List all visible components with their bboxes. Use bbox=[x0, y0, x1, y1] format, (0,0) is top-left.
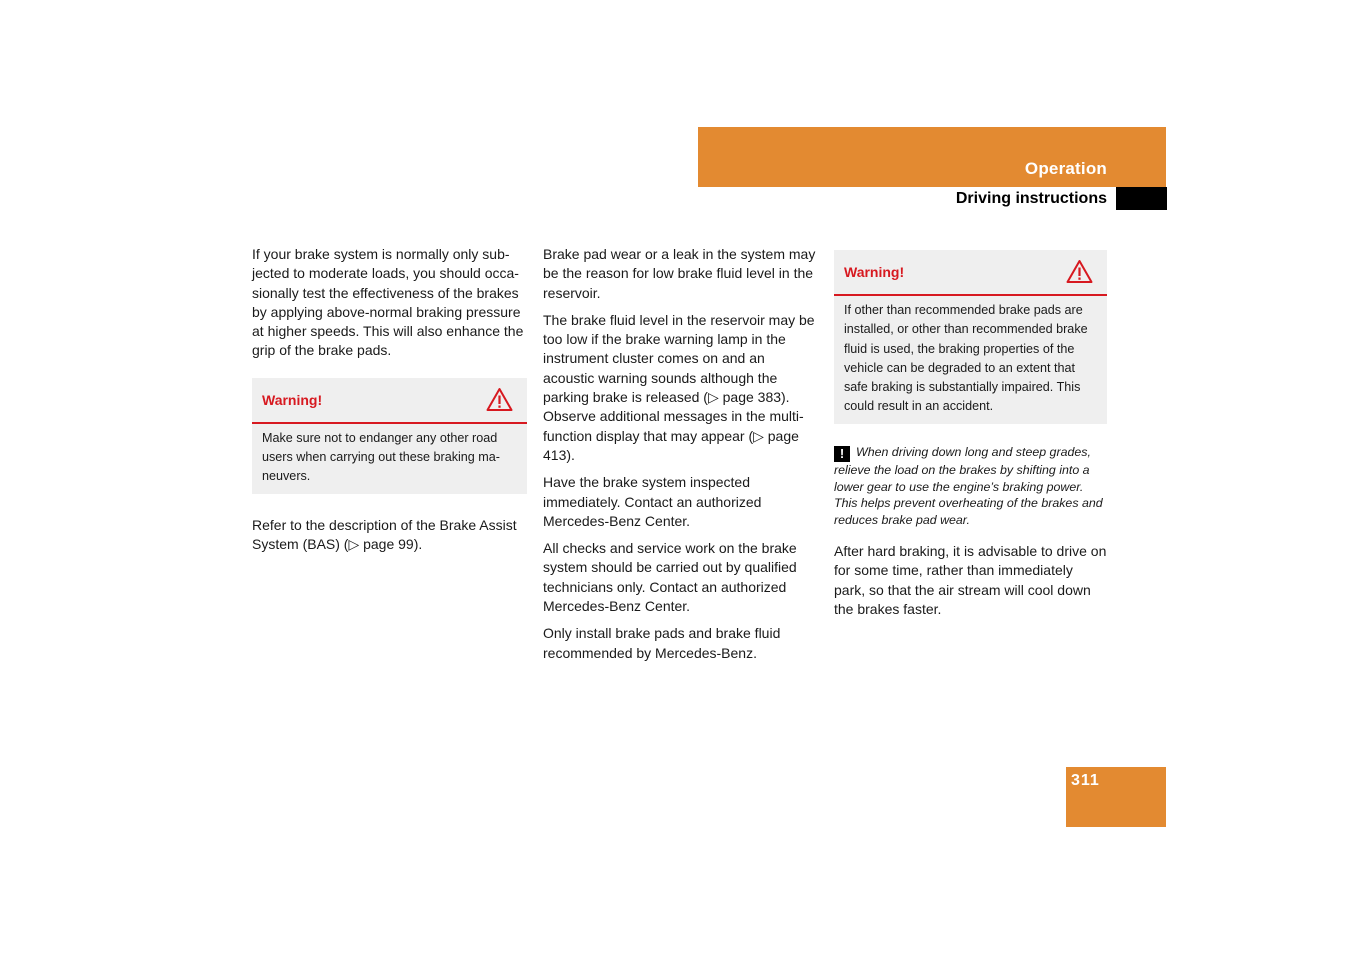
warning-title: Warning! bbox=[844, 264, 905, 280]
paragraph: Brake pad wear or a leak in the system may be the reason for low brake fluid level in the reservoir. bbox=[543, 246, 816, 301]
exclamation-icon: ! bbox=[834, 446, 850, 462]
warning-text: Make sure not to endanger any other road users when carrying out these braking ma-neuvers. bbox=[262, 430, 500, 484]
subsection-title: Driving instructions bbox=[955, 190, 1107, 207]
column-3 bbox=[834, 250, 1107, 627]
note-text: When driving down long and steep grades, relieve the load on the brakes by shifting into a lower gear to use the engine’s braking power. This helps prevent overheating of the brakes and reduces brake pad wear. bbox=[834, 444, 1103, 528]
page-number: 311 bbox=[1071, 772, 1100, 789]
warning-triangle-icon bbox=[486, 387, 513, 412]
note-block bbox=[834, 444, 1107, 529]
paragraph: The brake fluid level in the reservoir may be too low if the brake warning lamp in the instrument cluster comes on and an acoustic warning sounds although the parking brake is released (▷ page 383). Observe additional messages in the multi-function display that may appear (▷ page 413). bbox=[543, 311, 815, 463]
warning-header bbox=[252, 378, 527, 424]
warning-box bbox=[834, 250, 1107, 424]
section-title: Operation bbox=[1024, 159, 1107, 178]
warning-box bbox=[252, 378, 527, 494]
warning-header bbox=[834, 250, 1107, 296]
paragraph: Refer to the description of the Brake Assist System (BAS) (▷ page 99). bbox=[252, 516, 517, 552]
header-black-tab bbox=[1116, 187, 1167, 210]
warning-text: If other than recommended brake pads are installed, or other than recommended brake fluid is used, the braking properties of the vehicle can be degraded to an extent that safe braking is substantially impaired. This could result in an accident. bbox=[844, 303, 1088, 414]
column-2 bbox=[543, 245, 818, 671]
paragraph: After hard braking, it is advisable to drive on for some time, rather than immediately park, so that the air stream will cool down the brakes faster. bbox=[834, 542, 1107, 617]
paragraph: Have the brake system inspected immediately. Contact an authorized Mercedes-Benz Center. bbox=[543, 474, 762, 529]
paragraph: All checks and service work on the brake system should be carried out by qualified technicians only. Contact an authorized Mercedes-Benz Center. bbox=[543, 540, 797, 615]
warning-triangle-icon bbox=[1066, 259, 1093, 284]
column-1 bbox=[252, 245, 527, 562]
paragraph: Only install brake pads and brake fluid recommended by Mercedes-Benz. bbox=[543, 625, 781, 661]
paragraph: If your brake system is normally only sub-jected to moderate loads, you should occa-sionally test the effectiveness of the brakes by applying above-normal braking pressure at higher speeds. This will also enhance the grip of the brake pads. bbox=[252, 246, 524, 359]
warning-title: Warning! bbox=[262, 391, 323, 408]
